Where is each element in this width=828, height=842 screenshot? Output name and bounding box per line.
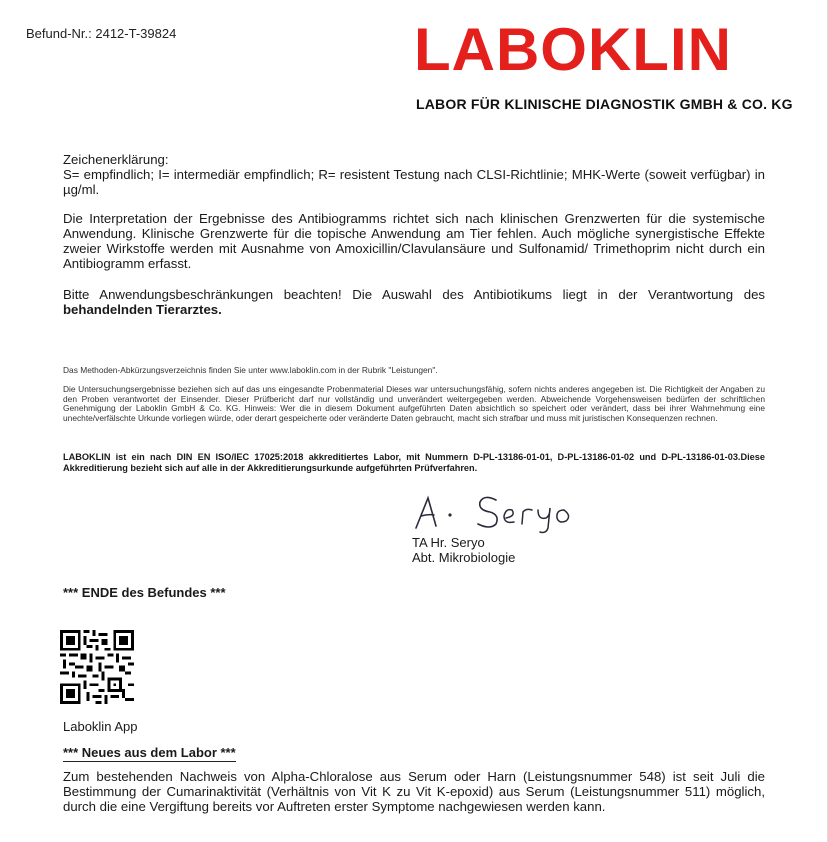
- methods-note: Das Methoden-Abkürzungsverzeichnis finden Sie unter www.laboklin.com in der Rubrik "Leistungen".: [63, 365, 438, 375]
- qr-code-graphic: [60, 630, 134, 704]
- legend-title: Zeichenerklärung:: [63, 152, 169, 167]
- handwritten-signature: [412, 488, 582, 541]
- qr-code[interactable]: [60, 630, 134, 704]
- usage-note: [63, 287, 765, 317]
- news-text: Zum bestehenden Nachweis von Alpha-Chloralose aus Serum oder Harn (Leistungsnummer 548) ist seit Juli die Bestimmung der Cumarinaktivität (Verhältnis von Vit K zu Vit K-epoxid) aus Serum (Leistungsnummer 511) möglich, durch die eine Vergiftung bereits vor Auftreten erster Symptome nachgewiesen werden kann.: [63, 769, 765, 814]
- logo-subtitle: LABOR FÜR KLINISCHE DIAGNOSTIK GMBH & CO. KG: [416, 96, 793, 112]
- legend-section: [63, 152, 765, 197]
- end-of-report: *** ENDE des Befundes ***: [63, 585, 226, 600]
- signatory-block: [412, 535, 515, 565]
- accreditation-text: LABOKLIN ist ein nach DIN EN ISO/IEC 17025:2018 akkreditiertes Labor, mit Nummern D-PL-13186-01-01, D-PL-13186-01-02 und D-PL-13186-01-03.Diese Akkreditierung bezieht sich auf alle in der Akkreditierungsurkunde aufgeführten Prüfverfahren.: [63, 452, 765, 473]
- usage-note-text: Bitte Anwendungsbeschränkungen beachten! Die Auswahl des Antibiotikums liegt in der Verantwortung des: [63, 287, 765, 302]
- laboklin-logo: [414, 16, 732, 83]
- qr-label: Laboklin App: [63, 719, 138, 734]
- signatory-name: TA Hr. Seryo: [412, 535, 485, 550]
- disclaimer-text: Die Untersuchungsergebnisse beziehen sich auf das uns eingesandte Probenmaterial Dieses war untersuchungsfähig, sofern nichts anderes angegeben ist. Die Richtigkeit der Angaben zu den Proben verantwortet der Einsender. Dieser Prüfbericht darf nur vollständig und unverändert weitergegeben werden. Abweichende Vorgehensweisen bedürfen der schriftlichen Genehmigung der Laboklin GmbH & Co. KG. Hinweis: Wer die in diesem Dokument aufgeführten Daten absichtlich so speichert oder verändert, dass bei ihrer Wahrnehmung eine unechte/verfälschte Urkunde vorliegen würde, oder derart gespeicherte oder veränderte Daten gebraucht, macht sich strafbar und muss mit juristischen Konsequenzen rechnen.: [63, 384, 765, 423]
- news-title: *** Neues aus dem Labor ***: [63, 745, 236, 760]
- signature-graphic: [412, 488, 582, 536]
- usage-note-bold: behandelnden Tierarztes.: [63, 302, 222, 317]
- signatory-department: Abt. Mikrobiologie: [412, 550, 516, 565]
- legend-text: S= empfindlich; I= intermediär empfindlich; R= resistent Testung nach CLSI-Richtlinie; MHK-Werte (soweit verfügbar) in µg/ml.: [63, 167, 765, 197]
- interpretation-paragraph: Die Interpretation der Ergebnisse des Antibiogramms richtet sich nach klinischen Grenzwerten für die systemische Anwendung. Klinische Grenzwerte für die topische Anwendung am Tier fehlen. Auch mögliche synergistische Effekte zweier Wirkstoffe werden mit Ausnahme von Amoxicillin/Clavulansäure und Sulfonamid/ Trimethoprim nicht durch ein Antibiogramm erfasst.: [63, 211, 765, 271]
- report-number: Befund-Nr.: 2412-T-39824: [26, 26, 177, 41]
- logo-text: LABOKLIN: [414, 16, 732, 83]
